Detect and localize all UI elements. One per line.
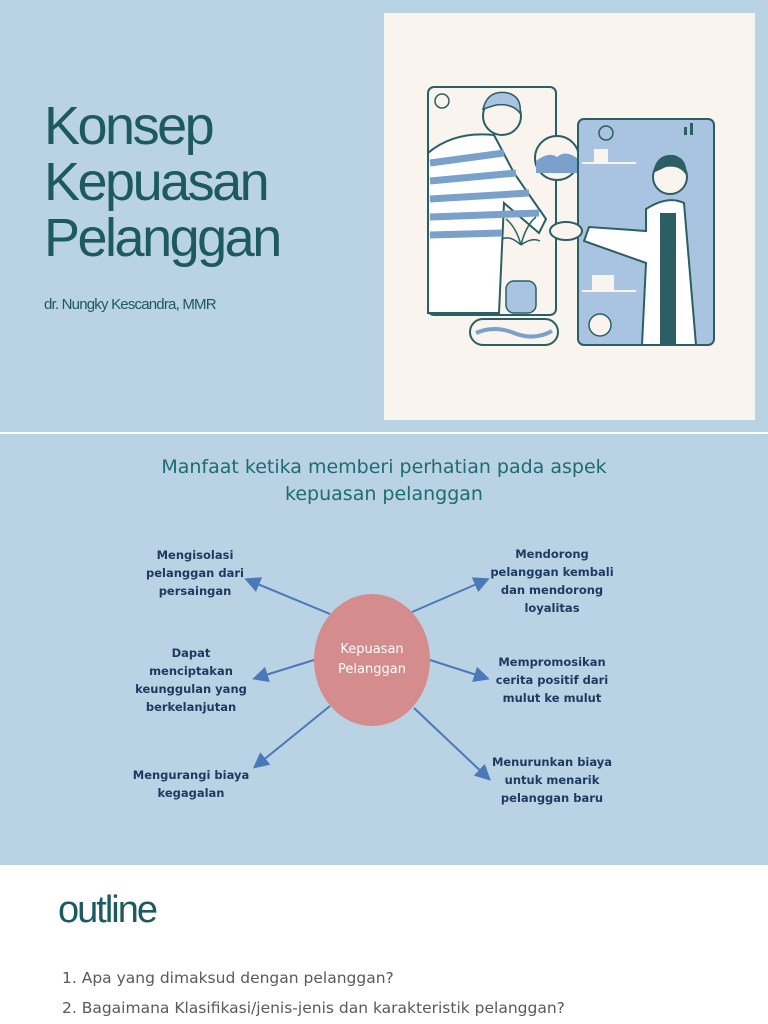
node-right-mid-line-3: mulut ke mulut: [502, 691, 602, 705]
node-left-top-line-3: persaingan: [158, 584, 232, 598]
center-node-line-2: Pelanggan: [338, 662, 406, 677]
benefits-heading-line-2: kepuasan pelanggan: [285, 483, 483, 505]
node-right-bot-line-1: Menurunkan biaya: [491, 755, 613, 769]
arrow-left-mid: [256, 660, 314, 678]
node-right-top: [482, 545, 622, 617]
handshake-illustration: [384, 13, 755, 420]
node-left-mid-line-2: menciptakan: [149, 664, 233, 678]
outline-list: [62, 963, 565, 1023]
node-right-bot-line-2: untuk menarik: [504, 773, 600, 787]
node-right-mid-line-1: Mempromosikan: [498, 655, 606, 669]
node-left-top: [130, 546, 260, 600]
node-left-bot: [126, 766, 256, 802]
outline-title: outline: [58, 889, 156, 931]
node-left-bot-line-1: Mengurangi biaya: [132, 768, 250, 782]
node-right-bot: [482, 753, 622, 807]
node-right-top-line-4: loyalitas: [524, 601, 580, 615]
arrow-right-top: [412, 580, 486, 612]
node-left-mid: [126, 644, 256, 716]
slide-outline: [0, 865, 768, 1024]
center-node-line-1: Kepuasan: [340, 642, 404, 657]
outline-item-1: 1. Apa yang dimaksud dengan pelanggan?: [62, 969, 394, 987]
node-left-top-line-2: pelanggan dari: [146, 566, 244, 580]
node-right-top-line-1: Mendorong: [515, 547, 589, 561]
center-node: [314, 594, 430, 726]
handshake-illustration-svg: [384, 13, 755, 420]
node-right-bot-line-3: pelanggan baru: [500, 791, 604, 805]
author-name: dr. Nungky Kescandra, MMR: [44, 296, 216, 313]
slide-benefits: [0, 434, 768, 865]
node-left-mid-line-3: keunggulan yang: [135, 682, 247, 696]
arrow-right-bot: [414, 708, 488, 778]
node-right-top-line-2: pelanggan kembali: [490, 565, 614, 579]
outline-item-2: 2. Bagaimana Klasifikasi/jenis-jenis dan karakteristik pelanggan?: [62, 999, 565, 1017]
slide-title: [0, 0, 768, 432]
arrow-left-top: [248, 580, 330, 614]
slide-title-heading: [44, 98, 280, 266]
node-left-top-line-1: Mengisolasi: [156, 548, 234, 562]
benefits-heading-line-1: Manfaat ketika memberi perhatian pada aspek: [161, 456, 607, 478]
node-right-mid: [482, 653, 622, 707]
node-left-mid-line-1: Dapat: [171, 646, 211, 660]
arrow-left-bot: [256, 706, 330, 766]
title-line-2: Kepuasan: [44, 152, 268, 212]
node-right-top-line-3: dan mendorong: [500, 583, 604, 597]
node-left-bot-line-2: kegagalan: [157, 786, 225, 800]
title-line-3: Pelanggan: [44, 208, 280, 268]
node-right-mid-line-2: cerita positif dari: [495, 673, 609, 687]
arrow-right-mid: [430, 660, 486, 678]
node-left-mid-line-4: berkelanjutan: [145, 700, 237, 714]
title-line-1: Konsep: [44, 96, 213, 156]
